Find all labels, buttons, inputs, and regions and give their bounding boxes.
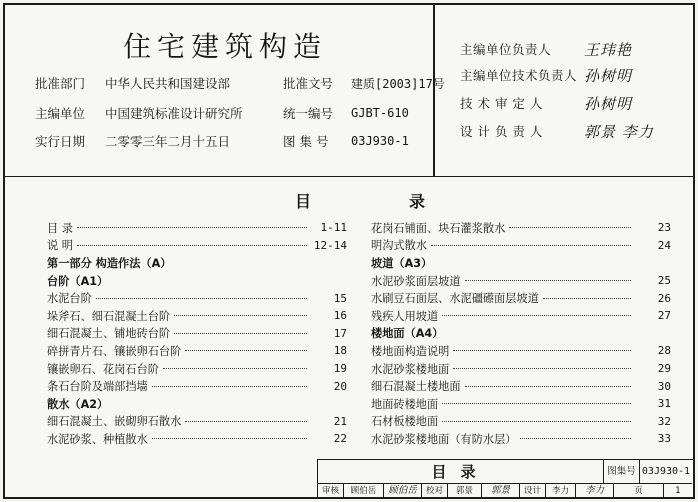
handwritten-signature: 郭景 李力 xyxy=(584,122,654,141)
approval-cell: 审核 xyxy=(318,484,344,498)
entry-title: 散水（A2） xyxy=(47,397,109,411)
approval-cell: 李力 xyxy=(546,484,576,498)
contents-entry xyxy=(371,342,671,360)
entry-title: 坡道（A3） xyxy=(371,256,433,270)
dot-leader xyxy=(163,368,307,369)
signature-role: 主编单位技术负责人 xyxy=(460,68,578,83)
contents-entry xyxy=(371,307,671,325)
approval-strip xyxy=(318,484,692,498)
entry-title: 镶嵌卵石、花岗石台阶 xyxy=(47,362,159,376)
dot-leader xyxy=(543,298,631,299)
entry-title: 水泥砂浆楼地面（有防水层） xyxy=(371,432,517,446)
info-label: 主编单位 xyxy=(35,106,86,121)
entry-page: 25 xyxy=(657,274,671,288)
entry-title: 碎拼青片石、镶嵌卵石台阶 xyxy=(47,344,182,358)
entry-page: 32 xyxy=(657,414,671,428)
dot-leader xyxy=(152,438,307,439)
dot-leader xyxy=(96,298,307,299)
info-value: 03J930-1 xyxy=(351,134,409,148)
entry-page: 24 xyxy=(657,238,671,252)
handwritten-signature: 孙树明 xyxy=(584,66,633,85)
contents-section-heading xyxy=(371,254,671,272)
entry-page: 1-11 xyxy=(320,221,347,235)
approval-cell: 李力 xyxy=(576,484,614,498)
approval-cell: 1 xyxy=(675,486,681,496)
dot-leader xyxy=(174,315,307,316)
contents-column-right xyxy=(371,219,671,448)
entry-page: 26 xyxy=(657,291,671,305)
info-label: 统一编号 xyxy=(283,106,334,121)
dot-leader xyxy=(77,245,307,246)
signature-row xyxy=(460,93,632,113)
info-value: 二零零三年二月十五日 xyxy=(105,134,231,149)
signature-role: 设 计 负 责 人 xyxy=(460,124,543,139)
dot-leader xyxy=(152,386,307,387)
dot-leader xyxy=(520,438,631,439)
signature-role: 技 术 审 定 人 xyxy=(460,96,543,111)
entry-page: 18 xyxy=(333,344,347,358)
entry-title: 细石混凝土、铺地砖台阶 xyxy=(47,327,171,341)
contents-entry xyxy=(47,377,347,395)
contents-heading-char: 录 xyxy=(409,192,426,211)
dot-leader xyxy=(453,368,631,369)
entry-title: 水泥砂浆楼地面 xyxy=(371,362,450,376)
signature-row xyxy=(460,121,654,141)
entry-title: 楼地面构造说明 xyxy=(371,344,450,358)
entry-page: 22 xyxy=(333,432,347,446)
approval-cell: 郭景 xyxy=(448,484,482,498)
approval-cell: 郭景 xyxy=(482,484,520,498)
signature-row xyxy=(460,39,632,59)
entry-page: 23 xyxy=(657,221,671,235)
contents-entry xyxy=(47,342,347,360)
entry-title: 石材板楼地面 xyxy=(371,415,439,429)
title-block xyxy=(317,459,693,499)
contents-entry xyxy=(371,413,671,431)
header-block xyxy=(5,5,693,177)
contents-entry xyxy=(47,219,347,237)
dot-leader xyxy=(431,245,631,246)
entry-title: 楼地面（A4） xyxy=(371,327,444,341)
contents-entry xyxy=(371,219,671,237)
entry-title: 地面砖楼地面 xyxy=(371,397,439,411)
info-value: 建质[2003]17号 xyxy=(351,76,445,91)
entry-page: 12-14 xyxy=(313,238,347,252)
entry-page: 27 xyxy=(657,309,671,323)
approval-cell: 顾伯岳 xyxy=(344,484,384,498)
contents-section-heading xyxy=(47,272,347,290)
approval-cell: 校对 xyxy=(422,484,448,498)
signature-role: 主编单位负责人 xyxy=(460,42,552,57)
dot-leader xyxy=(185,421,307,422)
entry-title: 水泥砂浆面层坡道 xyxy=(371,274,461,288)
contents-entry xyxy=(371,360,671,378)
contents-entry xyxy=(371,237,671,255)
dot-leader xyxy=(442,403,631,404)
entry-title: 细石混凝土楼地面 xyxy=(371,380,461,394)
dot-leader xyxy=(174,333,307,334)
info-value: GJBT-610 xyxy=(351,106,409,120)
entry-page: 28 xyxy=(657,344,671,358)
entry-page: 21 xyxy=(333,414,347,428)
entry-page: 29 xyxy=(657,362,671,376)
contents-section-heading xyxy=(47,395,347,413)
editor-row xyxy=(35,103,409,123)
entry-title: 明沟式散水 xyxy=(371,239,427,253)
entry-title: 台阶（A1） xyxy=(47,274,109,288)
contents-column-left xyxy=(47,219,347,448)
contents-section-heading xyxy=(47,254,347,272)
date-row xyxy=(35,131,409,151)
entry-page: 15 xyxy=(333,291,347,305)
entry-title: 垛斧石、细石混凝土台阶 xyxy=(47,309,171,323)
contents-entry xyxy=(47,307,347,325)
title-block-name: 目录 xyxy=(318,460,604,484)
entry-page: 33 xyxy=(657,432,671,446)
entry-title: 第一部分 构造作法（A） xyxy=(47,256,172,270)
info-value: 中国建筑标准设计研究所 xyxy=(105,106,243,121)
entry-page: 17 xyxy=(333,326,347,340)
entry-page: 19 xyxy=(333,362,347,376)
contents-section-heading xyxy=(371,325,671,343)
entry-page: 30 xyxy=(657,379,671,393)
contents-entry xyxy=(371,289,671,307)
approval-cell: 顾伯岳 xyxy=(384,484,422,498)
entry-page: 31 xyxy=(657,397,671,411)
info-label: 图 集 号 xyxy=(283,134,329,149)
handwritten-signature: 孙树明 xyxy=(584,94,633,113)
handwritten-signature: 王玮艳 xyxy=(584,40,633,59)
entry-title: 说 明 xyxy=(47,239,73,253)
atlas-number-label: 图集号 xyxy=(604,460,640,484)
entry-title: 花岗石铺面、块石灌浆散水 xyxy=(371,221,506,235)
dot-leader xyxy=(77,227,307,228)
dot-leader xyxy=(442,315,631,316)
approval-cell: 设计 xyxy=(520,484,546,498)
dot-leader xyxy=(442,421,631,422)
info-label: 批准文号 xyxy=(283,76,334,91)
approval-cell: 页 xyxy=(614,484,664,498)
contents-entry xyxy=(47,430,347,448)
contents-entry xyxy=(371,272,671,290)
contents-heading-char: 目 xyxy=(295,192,312,211)
contents-entry xyxy=(371,430,671,448)
info-value: 中华人民共和国建设部 xyxy=(105,76,231,91)
entry-title: 目 录 xyxy=(47,221,73,235)
atlas-title: 住宅建筑构造 xyxy=(122,30,327,63)
signature-row xyxy=(460,65,632,85)
contents-entry xyxy=(371,395,671,413)
contents-entry xyxy=(47,325,347,343)
contents-entry xyxy=(47,237,347,255)
entry-title: 残疾人用坡道 xyxy=(371,309,439,323)
dot-leader xyxy=(509,227,631,228)
dot-leader xyxy=(465,280,631,281)
contents-entry xyxy=(371,377,671,395)
dot-leader xyxy=(465,386,631,387)
entry-page: 16 xyxy=(333,309,347,323)
entry-title: 水刷豆石面层、水泥礓礤面层坡道 xyxy=(371,292,539,306)
entry-page: 20 xyxy=(333,379,347,393)
drawing-sheet xyxy=(3,3,695,499)
info-label: 批准部门 xyxy=(35,76,86,91)
entry-title: 细石混凝土、嵌砌卵石散水 xyxy=(47,415,182,429)
dot-leader xyxy=(453,350,631,351)
entry-title: 水泥台阶 xyxy=(47,292,92,306)
contents-entry xyxy=(47,360,347,378)
info-label: 实行日期 xyxy=(35,134,86,149)
contents-entry xyxy=(47,289,347,307)
dot-leader xyxy=(185,350,307,351)
entry-title: 水泥砂浆、种植散水 xyxy=(47,432,148,446)
approval-row xyxy=(35,73,445,93)
contents-entry xyxy=(47,413,347,431)
atlas-number-value: 03J930-1 xyxy=(640,460,692,484)
entry-title: 条石台阶及端部挡墙 xyxy=(47,380,148,394)
